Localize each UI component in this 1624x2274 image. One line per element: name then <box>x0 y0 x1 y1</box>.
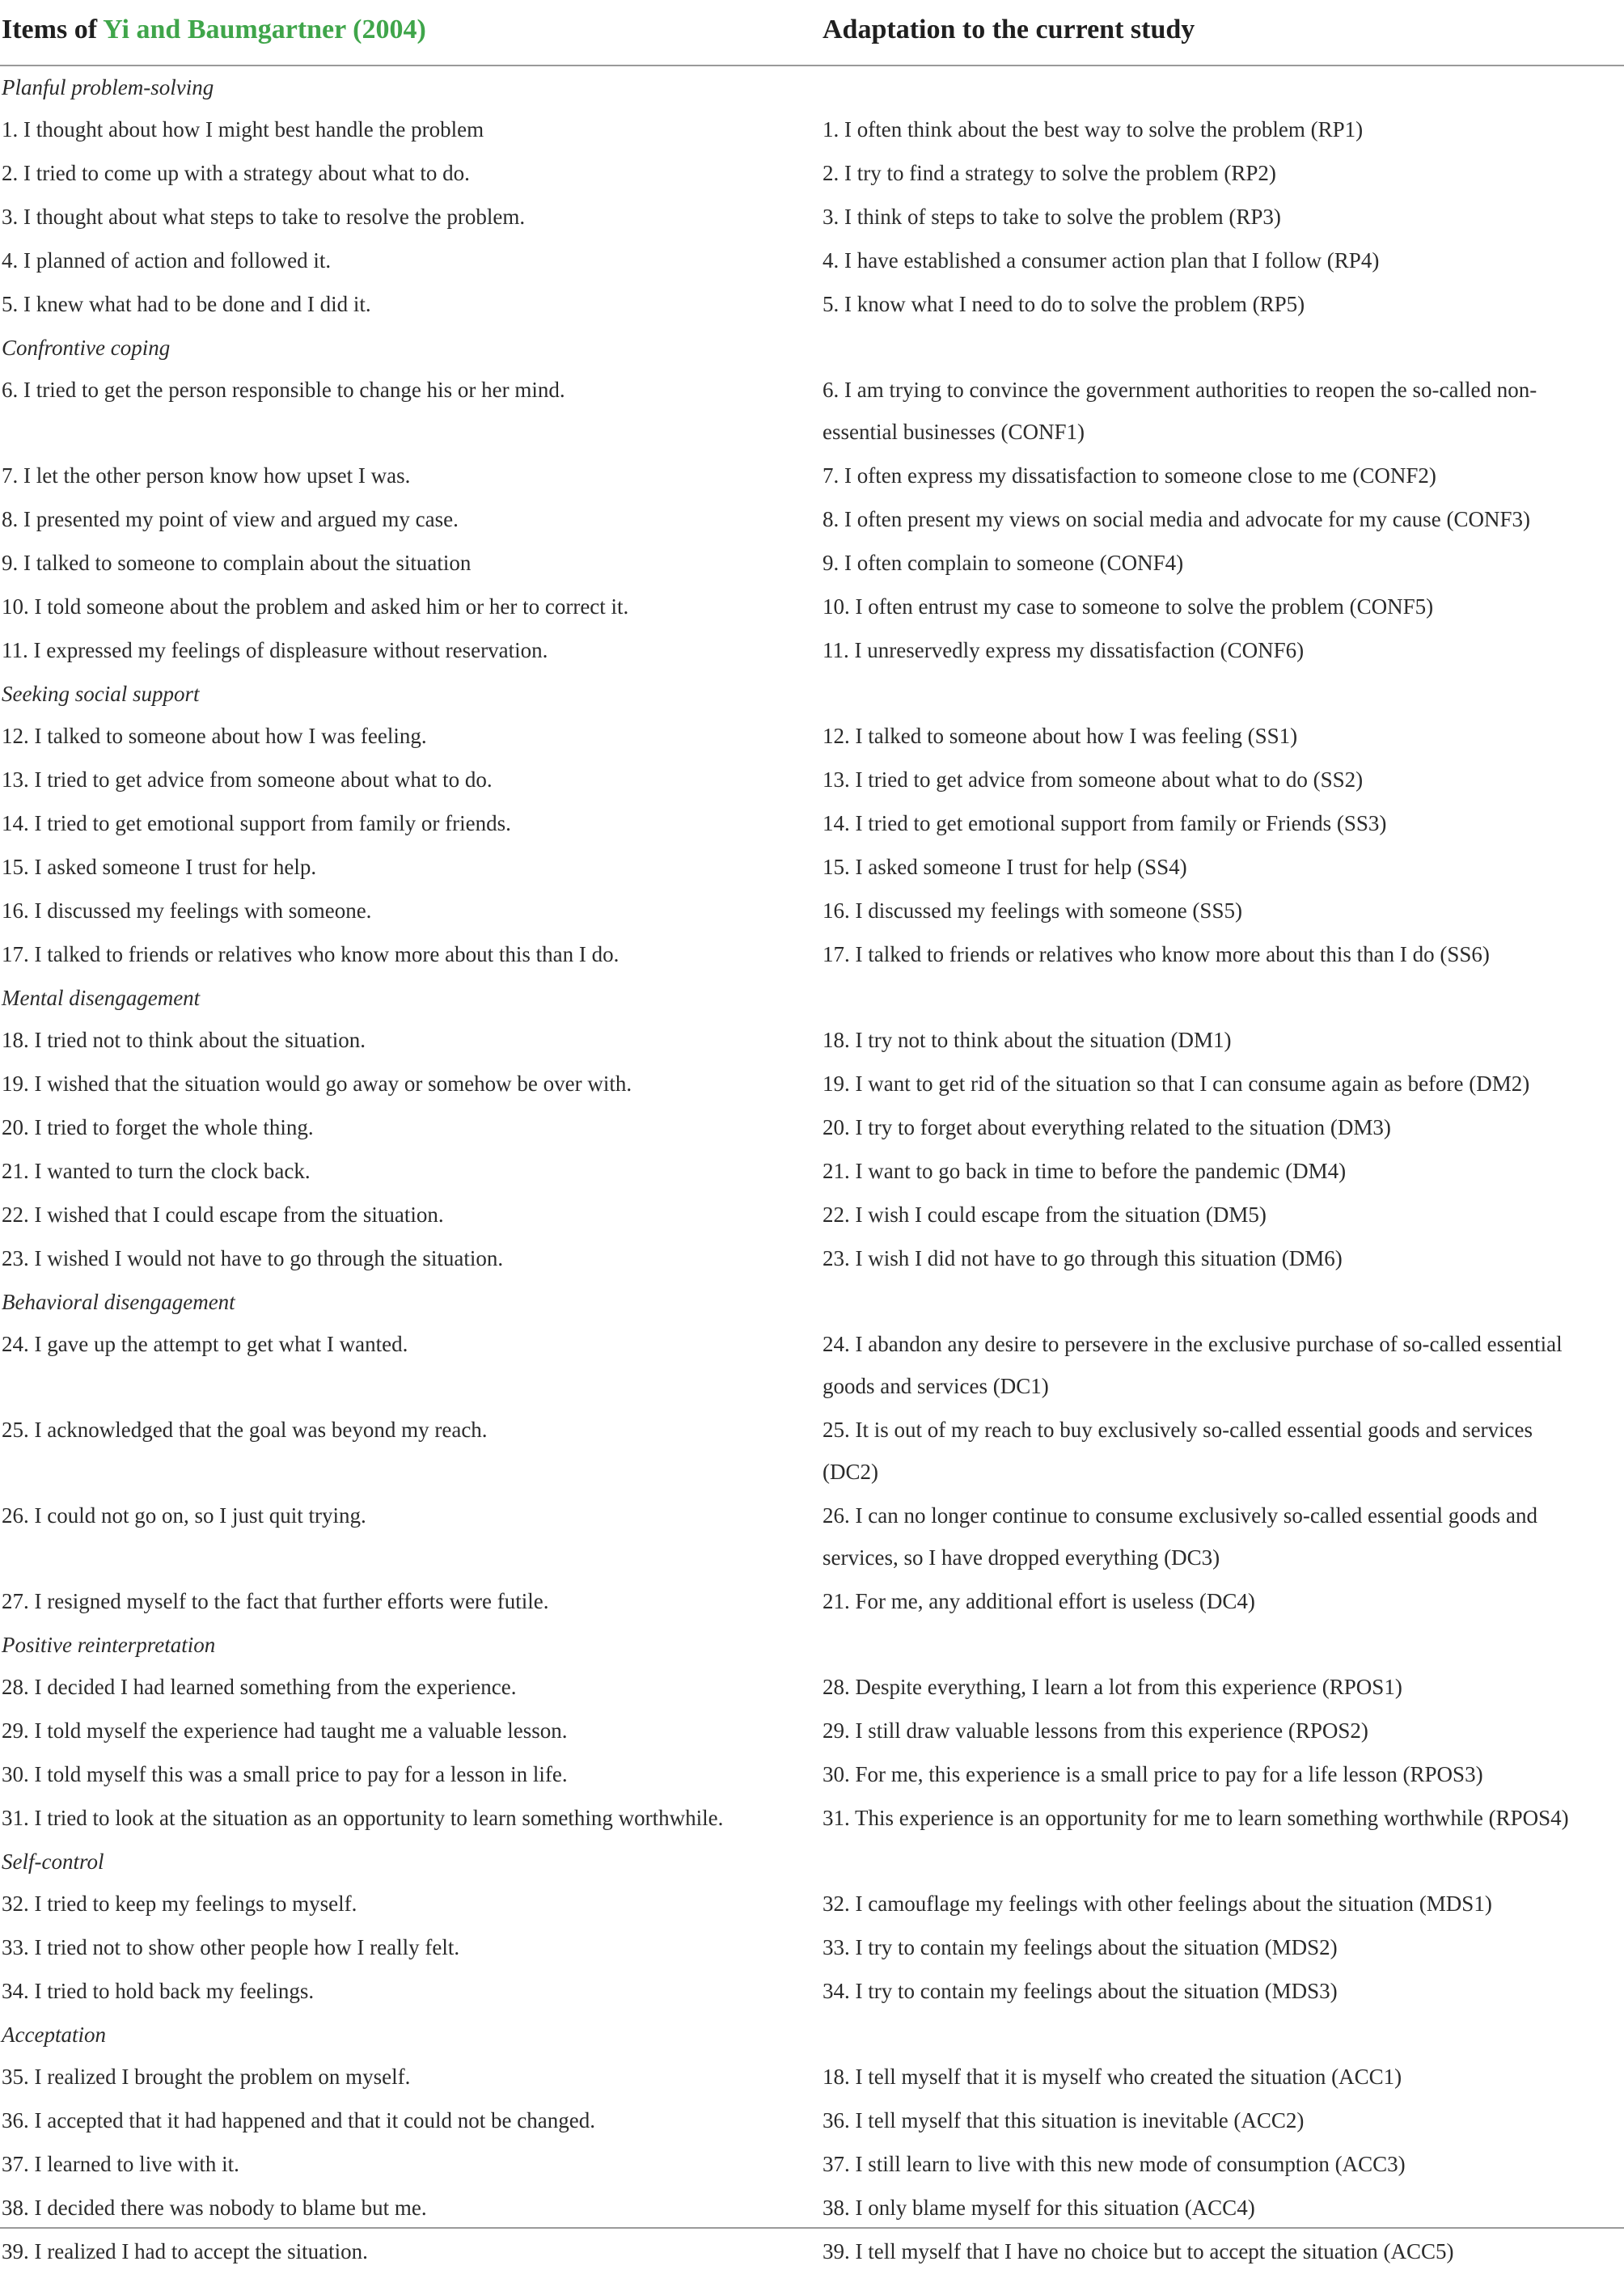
header-original-items <box>2 15 426 45</box>
adapted-item-line: 21. For me, any additional effort is useless (DC4) <box>823 1589 1255 1613</box>
table-row <box>0 498 1624 542</box>
original-item: 5. I knew what had to be done and I did it. <box>2 292 371 316</box>
table-row <box>0 629 1624 673</box>
adapted-item-line: 4. I have established a consumer action plan that I follow (RP4) <box>823 248 1380 273</box>
adapted-item-line: 16. I discussed my feelings with someone (SS5) <box>823 898 1242 923</box>
adapted-item-line: 30. For me, this experience is a small price to pay for a life lesson (RPOS3) <box>823 1762 1483 1786</box>
original-item: 19. I wished that the situation would go away or somehow be over with. <box>2 1071 632 1096</box>
adapted-item-line: (DC2) <box>823 1460 878 1484</box>
original-item: 27. I resigned myself to the fact that further efforts were futile. <box>2 1589 549 1613</box>
original-item: 16. I discussed my feelings with someone. <box>2 898 372 923</box>
table-row <box>0 2056 1624 2099</box>
original-item: 3. I thought about what steps to take to resolve the problem. <box>2 205 526 229</box>
adapted-item-line: 19. I want to get rid of the situation so that I can consume again as before (DM2) <box>823 1071 1530 1096</box>
adapted-item-line: 17. I talked to friends or relatives who know more about this than I do (SS6) <box>823 942 1490 966</box>
table-row <box>0 1194 1624 1237</box>
adapted-item-line: goods and services (DC1) <box>823 1374 1049 1398</box>
adapted-item-line: 32. I camouflage my feelings with other feelings about the situation (MDS1) <box>823 1891 1492 1916</box>
adapted-item <box>823 715 1297 757</box>
original-item: 36. I accepted that it had happened and that it could not be changed. <box>2 2108 595 2132</box>
original-item: 38. I decided there was nobody to blame but me. <box>2 2196 427 2220</box>
adapted-item <box>823 1970 1338 2012</box>
table-row <box>0 1409 1624 1494</box>
adapted-item <box>823 1926 1338 1968</box>
section-heading: Planful problem-solving <box>2 75 214 99</box>
section-heading: Positive reinterpretation <box>2 1633 216 1657</box>
header-original-items-prefix: Items of <box>2 15 104 44</box>
adapted-item <box>823 196 1281 238</box>
adapted-item-line: 29. I still draw valuable lessons from this experience (RPOS2) <box>823 1718 1368 1743</box>
section-heading: Confrontive coping <box>2 336 171 360</box>
adapted-item-line: 22. I wish I could escape from the situation (DM5) <box>823 1203 1267 1227</box>
table-row <box>0 2187 1624 2230</box>
original-item: 13. I tried to get advice from someone about what to do. <box>2 767 493 792</box>
adapted-item <box>823 108 1363 150</box>
original-item: 18. I tried not to think about the situation. <box>2 1028 366 1052</box>
table-row <box>0 1063 1624 1106</box>
adapted-item-line: 15. I asked someone I trust for help (SS4) <box>823 855 1187 879</box>
adapted-item <box>823 1883 1492 1925</box>
original-item: 8. I presented my point of view and argued my case. <box>2 507 459 531</box>
adapted-item <box>823 454 1436 497</box>
section-heading-row <box>0 977 1624 1019</box>
table-row <box>0 239 1624 283</box>
original-item: 4. I planned of action and followed it. <box>2 248 332 273</box>
adapted-item <box>823 1797 1569 1839</box>
adapted-item <box>823 802 1386 844</box>
adapted-item-line: 28. Despite everything, I learn a lot from this experience (RPOS1) <box>823 1675 1402 1699</box>
original-item: 26. I could not go on, so I just quit trying. <box>2 1503 366 1528</box>
original-item: 37. I learned to live with it. <box>2 2152 239 2176</box>
table-row <box>0 1710 1624 1753</box>
adapted-item-line: 31. This experience is an opportunity for me to learn something worthwhile (RPOS4) <box>823 1806 1569 1830</box>
original-item: 24. I gave up the attempt to get what I wanted. <box>2 1332 408 1356</box>
adapted-item <box>823 239 1379 281</box>
adapted-item <box>823 1494 1537 1579</box>
adapted-item-line: 8. I often present my views on social media and advocate for my cause (CONF3) <box>823 507 1530 531</box>
adapted-item-line: 2. I try to find a strategy to solve the problem (RP2) <box>823 161 1276 185</box>
adapted-item-line: 10. I often entrust my case to someone to solve the problem (CONF5) <box>823 594 1434 619</box>
citation-link[interactable]: Yi and Baumgartner (2004) <box>103 15 426 44</box>
original-item: 7. I let the other person know how upset I was. <box>2 463 411 488</box>
section-heading-row <box>0 327 1624 369</box>
table-row <box>0 2230 1624 2274</box>
adapted-item-line: 21. I want to go back in time to before the pandemic (DM4) <box>823 1159 1347 1183</box>
adapted-item <box>823 1063 1529 1105</box>
table-row <box>0 1106 1624 1150</box>
original-item: 15. I asked someone I trust for help. <box>2 855 317 879</box>
header-adaptation: Adaptation to the current study <box>823 15 1195 44</box>
adapted-item-line: 13. I tried to get advice from someone about what to do (SS2) <box>823 767 1364 792</box>
original-item: 20. I tried to forget the whole thing. <box>2 1115 314 1139</box>
table-row <box>0 890 1624 933</box>
original-item: 30. I told myself this was a small price to pay for a lesson in life. <box>2 1762 568 1786</box>
adapted-item-line: 20. I try to forget about everything related to the situation (DM3) <box>823 1115 1391 1139</box>
adapted-item <box>823 1150 1346 1192</box>
section-heading-row <box>0 66 1624 108</box>
adapted-item-line: 18. I tell myself that it is myself who created the situation (ACC1) <box>823 2065 1402 2089</box>
adapted-item-line: 7. I often express my dissatisfaction to someone close to me (CONF2) <box>823 463 1436 488</box>
original-item: 23. I wished I would not have to go through the situation. <box>2 1246 504 1270</box>
adapted-item <box>823 629 1304 671</box>
table-row <box>0 715 1624 759</box>
original-item: 14. I tried to get emotional support from family or friends. <box>2 811 511 835</box>
adapted-item <box>823 1019 1231 1061</box>
adapted-item-line: 14. I tried to get emotional support from family or Friends (SS3) <box>823 811 1387 835</box>
adapted-item <box>823 2056 1402 2098</box>
original-item: 21. I wanted to turn the clock back. <box>2 1159 311 1183</box>
original-item: 10. I told someone about the problem and asked him or her to correct it. <box>2 594 629 619</box>
section-heading-row <box>0 2014 1624 2056</box>
adapted-item-line: 34. I try to contain my feelings about the situation (MDS3) <box>823 1979 1338 2003</box>
adapted-item <box>823 1666 1402 1708</box>
original-item: 1. I thought about how I might best handle the problem <box>2 117 484 142</box>
table-row <box>0 1970 1624 2014</box>
adapted-item <box>823 1106 1391 1148</box>
adapted-item <box>823 846 1187 888</box>
adapted-item <box>823 369 1537 453</box>
table-row <box>0 1666 1624 1710</box>
table-row <box>0 108 1624 152</box>
table-row <box>0 542 1624 585</box>
table-row <box>0 1580 1624 1624</box>
original-item: 6. I tried to get the person responsible to change his or her mind. <box>2 378 565 402</box>
original-item: 32. I tried to keep my feelings to myself. <box>2 1891 357 1916</box>
original-item: 29. I told myself the experience had taught me a valuable lesson. <box>2 1718 568 1743</box>
original-item: 11. I expressed my feelings of displeasure without reservation. <box>2 638 548 662</box>
table-row <box>0 802 1624 846</box>
table-row <box>0 585 1624 629</box>
table-row <box>0 196 1624 239</box>
adapted-item <box>823 152 1276 194</box>
adapted-item-line: 9. I often complain to someone (CONF4) <box>823 551 1184 575</box>
table-row <box>0 846 1624 890</box>
adapted-item <box>823 1194 1267 1236</box>
adapted-item <box>823 498 1530 540</box>
table-row <box>0 759 1624 802</box>
adapted-item <box>823 542 1183 584</box>
adapted-item <box>823 2187 1255 2229</box>
table-bottom-rule <box>0 2227 1624 2229</box>
section-heading: Seeking social support <box>2 682 200 706</box>
section-heading: Acceptation <box>2 2023 106 2047</box>
table-row <box>0 1237 1624 1281</box>
adapted-item <box>823 1323 1563 1407</box>
original-item: 34. I tried to hold back my feelings. <box>2 1979 315 2003</box>
table-row <box>0 1797 1624 1841</box>
adapted-item-line: 6. I am trying to convince the government authorities to reopen the so-called non- <box>823 378 1537 402</box>
original-item: 28. I decided I had learned something from the experience. <box>2 1675 517 1699</box>
section-heading: Self-control <box>2 1849 104 1874</box>
table-row <box>0 2099 1624 2143</box>
adapted-item <box>823 1710 1368 1752</box>
adapted-item <box>823 2230 1454 2272</box>
adapted-item-line: services, so I have dropped everything (DC3) <box>823 1545 1220 1570</box>
adapted-item-line: 12. I talked to someone about how I was feeling (SS1) <box>823 724 1298 748</box>
adapted-item-line: 5. I know what I need to do to solve the problem (RP5) <box>823 292 1305 316</box>
adapted-item-line: 1. I often think about the best way to solve the problem (RP1) <box>823 117 1364 142</box>
section-heading: Mental disengagement <box>2 986 201 1010</box>
adapted-item-line: 36. I tell myself that this situation is inevitable (ACC2) <box>823 2108 1305 2132</box>
table-row <box>0 1494 1624 1580</box>
original-item: 2. I tried to come up with a strategy about what to do. <box>2 161 470 185</box>
original-item: 39. I realized I had to accept the situation. <box>2 2239 368 2263</box>
original-item: 25. I acknowledged that the goal was beyond my reach. <box>2 1418 488 1442</box>
table-row <box>0 1753 1624 1797</box>
adapted-item <box>823 890 1242 932</box>
table-body <box>0 66 1624 2274</box>
original-item: 9. I talked to someone to complain about the situation <box>2 551 472 575</box>
section-heading: Behavioral disengagement <box>2 1290 235 1314</box>
adapted-item <box>823 1753 1483 1795</box>
adapted-item-line: 23. I wish I did not have to go through this situation (DM6) <box>823 1246 1343 1270</box>
adapted-item-line: 37. I still learn to live with this new mode of consumption (ACC3) <box>823 2152 1406 2176</box>
table-row <box>0 1323 1624 1409</box>
adapted-item-line: 33. I try to contain my feelings about the situation (MDS2) <box>823 1935 1338 1959</box>
adapted-item-line: 24. I abandon any desire to persevere in the exclusive purchase of so-called essential <box>823 1332 1563 1356</box>
table-row <box>0 2143 1624 2187</box>
table-header <box>0 0 1624 66</box>
original-item: 35. I realized I brought the problem on myself. <box>2 2065 411 2089</box>
adapted-item-line: 39. I tell myself that I have no choice but to accept the situation (ACC5) <box>823 2239 1454 2263</box>
original-item: 17. I talked to friends or relatives who know more about this than I do. <box>2 942 620 966</box>
table-row <box>0 1926 1624 1970</box>
adapted-item-line: essential businesses (CONF1) <box>823 420 1085 444</box>
adapted-item-line: 11. I unreservedly express my dissatisfaction (CONF6) <box>823 638 1305 662</box>
adapted-item <box>823 1237 1343 1279</box>
table-row <box>0 1883 1624 1926</box>
table-row <box>0 369 1624 454</box>
section-heading-row <box>0 1281 1624 1323</box>
section-heading-row <box>0 673 1624 715</box>
adapted-item-line: 26. I can no longer continue to consume exclusively so-called essential goods and <box>823 1503 1538 1528</box>
original-item: 33. I tried not to show other people how I really felt. <box>2 1935 460 1959</box>
adapted-item-line: 38. I only blame myself for this situation (ACC4) <box>823 2196 1255 2220</box>
adapted-item-line: 3. I think of steps to take to solve the problem (RP3) <box>823 205 1281 229</box>
adapted-item <box>823 2099 1304 2141</box>
original-item: 31. I tried to look at the situation as an opportunity to learn something worthwhile. <box>2 1806 724 1830</box>
table-row <box>0 1019 1624 1063</box>
table-row <box>0 933 1624 977</box>
adapted-item <box>823 1580 1255 1622</box>
section-heading-row <box>0 1841 1624 1883</box>
adapted-item <box>823 585 1433 628</box>
table-row <box>0 1150 1624 1194</box>
original-item: 12. I talked to someone about how I was feeling. <box>2 724 427 748</box>
original-item: 22. I wished that I could escape from the situation. <box>2 1203 444 1227</box>
adapted-item <box>823 759 1363 801</box>
adapted-item <box>823 283 1305 325</box>
table-row <box>0 283 1624 327</box>
adapted-item <box>823 1409 1533 1493</box>
adapted-item-line: 25. It is out of my reach to buy exclusively so-called essential goods and services <box>823 1418 1533 1442</box>
adapted-item <box>823 2143 1406 2185</box>
section-heading-row <box>0 1624 1624 1666</box>
adapted-item-line: 18. I try not to think about the situation (DM1) <box>823 1028 1232 1052</box>
table-row <box>0 454 1624 498</box>
table-row <box>0 152 1624 196</box>
adapted-item <box>823 933 1490 975</box>
